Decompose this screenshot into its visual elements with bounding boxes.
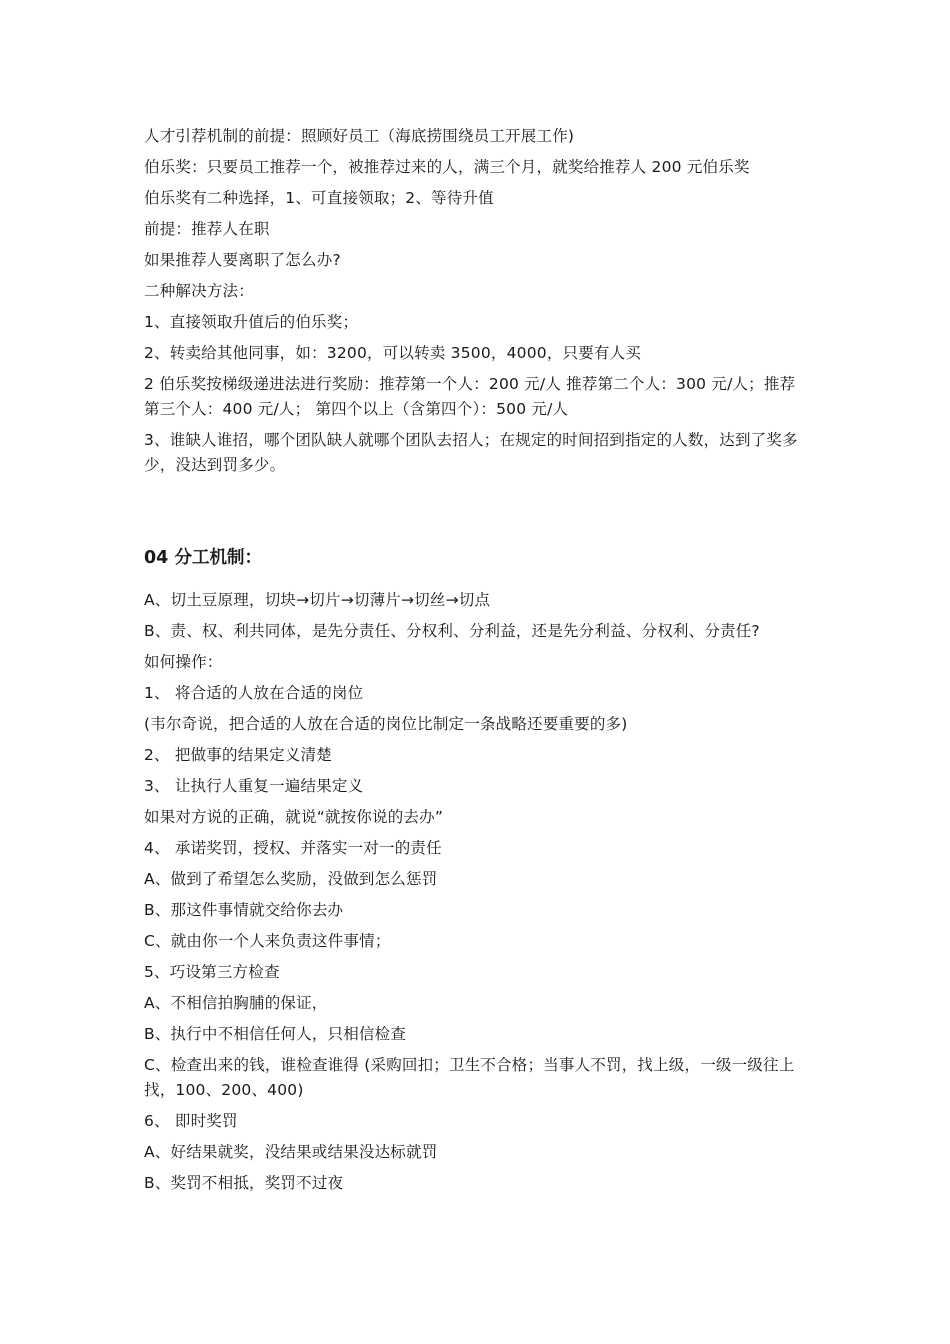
paragraph: 3、 让执行人重复一遍结果定义 [144, 777, 364, 795]
paragraph: 4、 承诺奖罚，授权、并落实一对一的责任 [144, 839, 442, 857]
paragraph: 3、谁缺人谁招，哪个团队缺人就哪个团队去招人；在规定的时间招到指定的人数，达到了奖多少，没达到罚多少。 [144, 431, 798, 474]
paragraph: 5、巧设第三方检查 [144, 963, 280, 981]
paragraph: B、那这件事情就交给你去办 [144, 901, 344, 919]
paragraph: 1、 将合适的人放在合适的岗位 [144, 684, 364, 702]
paragraph: 人才引荐机制的前提：照顾好员工（海底捞围绕员工开展工作) [144, 127, 575, 145]
paragraph: 伯乐奖：只要员工推荐一个，被推荐过来的人，满三个月，就奖给推荐人 200 元伯乐奖 [144, 158, 750, 176]
paragraph: 如何操作： [144, 653, 223, 671]
paragraph: 2、 把做事的结果定义清楚 [144, 746, 332, 764]
paragraph: A、不相信拍胸脯的保证， [144, 994, 328, 1012]
paragraph: B、执行中不相信任何人，只相信检查 [144, 1025, 407, 1043]
paragraph: 如果推荐人要离职了怎么办? [144, 251, 341, 269]
paragraph: B、责、权、利共同体，是先分责任、分权利、分利益，还是先分利益、分权利、分责任? [144, 622, 760, 640]
paragraph: B、奖罚不相抵，奖罚不过夜 [144, 1174, 344, 1192]
talent-referral-section [144, 124, 808, 484]
paragraph: A、做到了希望怎么奖励，没做到怎么惩罚 [144, 870, 438, 888]
paragraph: 1、直接领取升值后的伯乐奖； [144, 313, 359, 331]
paragraph: 伯乐奖有二种选择，1、可直接领取；2、等待升值 [144, 189, 494, 207]
paragraph: 2 伯乐奖按梯级递进法进行奖励：推荐第一个人：200 元/人 推荐第二个人：300 元/人；推荐第三个人：400 元/人； 第四个以上（含第四个）：500 元/人 [144, 375, 796, 418]
paragraph: C、就由你一个人来负责这件事情； [144, 932, 391, 950]
division-of-labor-section [144, 544, 808, 1202]
paragraph: (韦尔奇说，把合适的人放在合适的岗位比制定一条战略还要重要的多) [144, 715, 628, 733]
paragraph: A、切土豆原理，切块→切片→切薄片→切丝→切点 [144, 591, 491, 609]
paragraph: 二种解决方法： [144, 282, 254, 300]
paragraph: C、检查出来的钱，谁检查谁得 (采购回扣；卫生不合格；当事人不罚，找上级，一级一级往上找，100、200、400) [144, 1056, 795, 1099]
paragraph: 前提：推荐人在职 [144, 220, 270, 238]
paragraph: 2、转卖给其他同事，如：3200，可以转卖 3500，4000，只要有人买 [144, 344, 642, 362]
paragraph: 如果对方说的正确，就说“就按你说的去办” [144, 808, 444, 826]
section-heading: 04 分工机制： [144, 548, 262, 568]
paragraph: 6、 即时奖罚 [144, 1112, 238, 1130]
paragraph: A、好结果就奖，没结果或结果没达标就罚 [144, 1143, 438, 1161]
